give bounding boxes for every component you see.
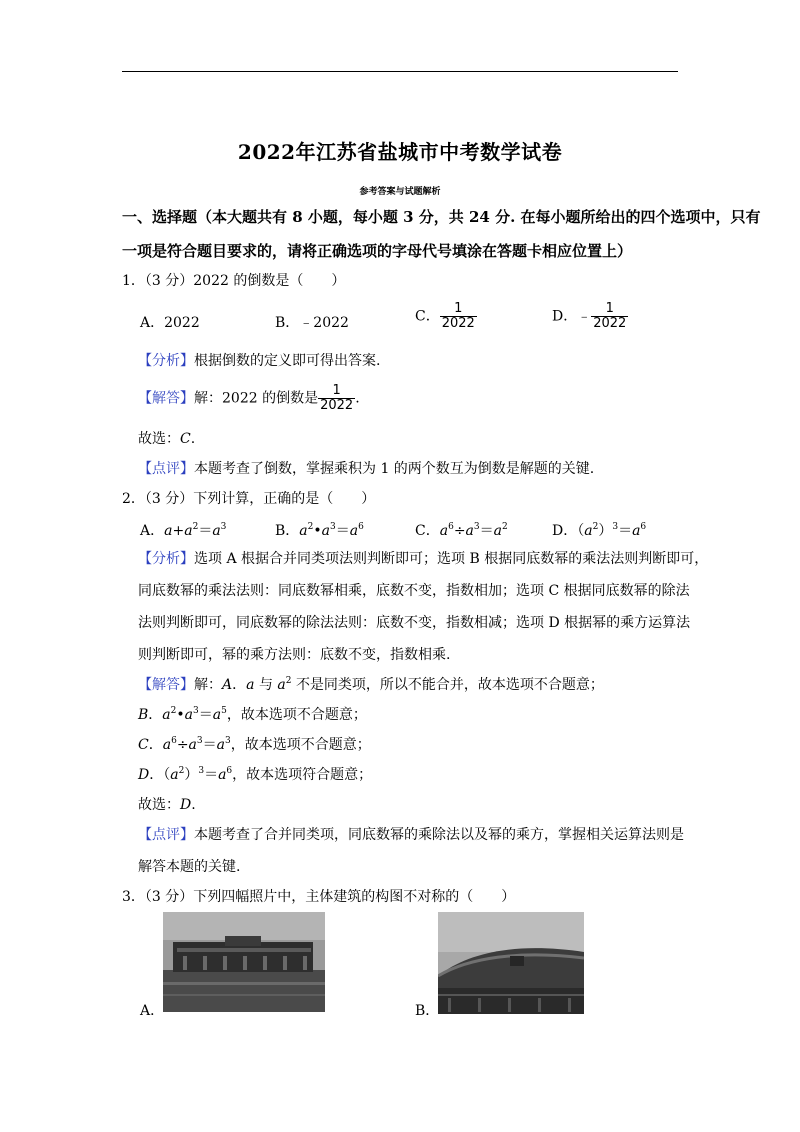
q2-option-d: D．$(a^2)^3=a^6$ xyxy=(552,522,647,539)
page-subtitle: 参考答案与试题解析 xyxy=(359,187,441,197)
q2-stem: 2．（3 分）下列计算，正确的是（ ） xyxy=(122,491,376,507)
q3-label-a: A． xyxy=(140,1003,165,1019)
q1-option-c-prefix: C． xyxy=(415,308,440,325)
q1-analysis xyxy=(138,352,380,370)
q2-solution-d: D．$(a^2)^3=a^6$，故本选项符合题意； xyxy=(138,766,373,783)
fraction-numerator: 1 xyxy=(605,301,614,316)
q1-option-b: B．﹣2022 xyxy=(275,315,349,331)
q1-option-c xyxy=(415,302,477,331)
q2-comment-line1 xyxy=(138,826,684,844)
q2-choose-letter: D xyxy=(180,797,192,813)
analysis-tag: 【分析】 xyxy=(138,353,194,369)
q2-sol-c-tail: ，故本选项不合题意； xyxy=(230,737,371,753)
q1-option-d-prefix: D．﹣ xyxy=(552,308,592,325)
q2-choose xyxy=(138,796,196,814)
fraction-denominator: 2022 xyxy=(441,316,475,331)
q2-choose-end: . xyxy=(191,797,196,813)
q2-sol-a-text3: 不是同类项，所以不能合并，故本选项不合题意； xyxy=(295,677,604,693)
q1-comment-text: 本题考查了倒数，掌握乘积为 1 的两个数互为倒数是解题的关键. xyxy=(194,461,595,477)
q2-solution-b: B．$a^2•a^3=a^5$，故本选项不合题意； xyxy=(138,706,367,723)
fraction-numerator: 1 xyxy=(454,301,463,316)
section-heading-line1: 一、选择题（本大题共有 8 小题，每小题 3 分，共 24 分. 在每小题所给出的四个选项中，只有 xyxy=(122,208,761,226)
q2-option-c: C．$a^6\div a^3=a^2$ xyxy=(415,522,508,539)
q1-option-d xyxy=(552,302,628,331)
comment-tag: 【点评】 xyxy=(138,827,194,843)
q1-analysis-text: 根据倒数的定义即可得出答案. xyxy=(194,353,381,369)
q2-analysis-line2: 同底数幂的乘法法则：同底数幂相乘，底数不变，指数相加；选项 C 根据同底数幂的除法 xyxy=(138,583,690,599)
building-photo-a xyxy=(163,912,325,1012)
q2-choose-label: 故选： xyxy=(138,797,180,813)
q1-solution-period: . xyxy=(355,390,360,407)
q2-analysis-text1: 选项 A 根据合并同类项法则判断即可；选项 B 根据同底数幂的乘法法则判断即可， xyxy=(194,551,709,567)
q1-comment xyxy=(138,460,594,478)
q2-analysis-line4: 则判断即可，幂的乘方法则：底数不变，指数相乘. xyxy=(138,647,451,663)
q3-label-b: B． xyxy=(415,1003,440,1019)
q1-choose-end: . xyxy=(190,431,196,447)
page-title: 2022年江苏省盐城市中考数学试卷 xyxy=(237,140,563,164)
q2-comment-text1: 本题考查了合并同类项，同底数幂的乘除法以及幂的乘方，掌握相关运算法则是 xyxy=(194,827,684,843)
q3-photo-a xyxy=(163,912,325,1012)
building-photo-b xyxy=(438,912,584,1014)
fraction-denominator: 2022 xyxy=(320,398,354,413)
q2-sol-a-text2: 与 xyxy=(258,677,273,693)
q2-sol-d-tail: ，故本选项符合题意； xyxy=(232,767,373,783)
q1-solution xyxy=(138,384,360,413)
q2-analysis-line3: 法则判断即可，同底数幂的除法法则：底数不变，指数相减；选项 D 根据幂的乘方运算法 xyxy=(138,615,691,631)
q2-sol-a-text1: 解： xyxy=(194,677,222,693)
q1-option-c-fraction xyxy=(440,302,477,331)
analysis-tag: 【分析】 xyxy=(138,551,194,567)
q2-option-b: B．$a^2•a^3=a^6$ xyxy=(275,522,364,539)
solution-tag: 【解答】 xyxy=(138,390,194,407)
q1-option-d-fraction xyxy=(591,302,628,331)
comment-tag: 【点评】 xyxy=(138,461,194,477)
q3-photo-b xyxy=(438,912,584,1014)
q1-choose-label: 故选： xyxy=(138,431,180,447)
q1-stem: 1．（3 分）2022 的倒数是（ ） xyxy=(122,273,346,289)
q2-option-a: A．$a+a^2=a^3$ xyxy=(140,522,227,539)
q3-stem: 3．（3 分）下列四幅照片中，主体建筑的构图不对称的（ ） xyxy=(122,889,516,905)
top-rule xyxy=(122,71,678,72)
q1-choose-letter: C xyxy=(180,431,191,447)
q1-solution-fraction xyxy=(318,384,355,413)
solution-tag: 【解答】 xyxy=(138,677,194,693)
q1-option-a: A．2022 xyxy=(140,315,200,331)
fraction-denominator: 2022 xyxy=(593,316,627,331)
q1-solution-text: 解：2022 的倒数是 xyxy=(194,390,319,407)
q2-sol-b-tail: ，故本选项不合题意； xyxy=(226,707,367,723)
q1-choose xyxy=(138,430,195,448)
section-heading-line2: 一项是符合题目要求的，请将正确选项的字母代号填涂在答题卡相应位置上） xyxy=(122,242,633,260)
q2-analysis-line1 xyxy=(138,550,708,568)
q2-solution-c: C．$a^6\div a^3=a^3$，故本选项不合题意； xyxy=(138,736,371,753)
q2-comment-line2: 解答本题的关键. xyxy=(138,859,241,875)
q2-solution-a: 【解答】解：A．a 与 $a^2$ 不是同类项，所以不能合并，故本选项不合题意； xyxy=(138,676,604,693)
fraction-numerator: 1 xyxy=(332,383,341,398)
